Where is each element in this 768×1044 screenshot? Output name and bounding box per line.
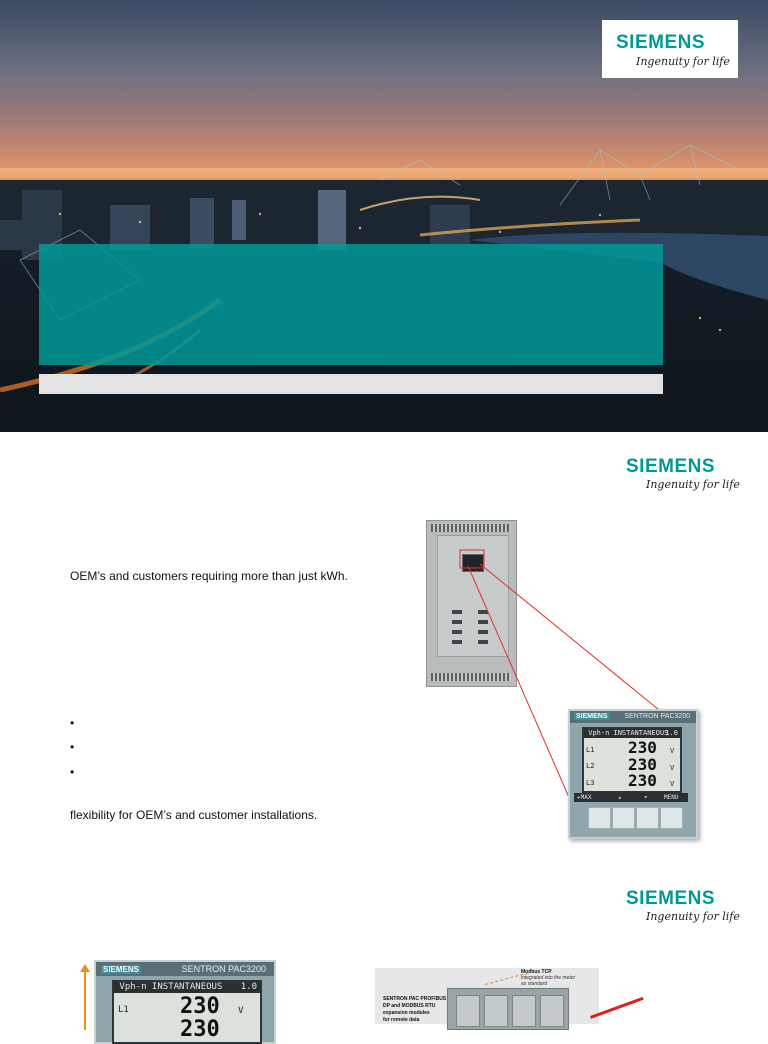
voltage-unit: V <box>238 1006 244 1016</box>
display-header: Vph-n INSTANTANEOUS <box>119 982 223 992</box>
meter-model-label: SENTRON PAC3200 <box>624 713 690 720</box>
module-note-title: Modbus TCP <box>521 969 552 975</box>
softkey-label: MENU <box>664 794 679 801</box>
softkey-label: ▸MAX <box>577 794 592 801</box>
siemens-logo <box>626 888 740 923</box>
meter-button <box>636 807 659 829</box>
module-note-line: integrated into the meter <box>521 975 576 981</box>
display-header: Vph-n INSTANTANEOUS <box>588 729 669 737</box>
voltage-unit: V <box>670 747 675 755</box>
meter-button <box>660 807 683 829</box>
voltage-value: 230 <box>628 738 657 757</box>
module-label-line: for remote data <box>383 1017 420 1023</box>
meter-display <box>112 980 262 1044</box>
bullet-point: • <box>70 740 75 754</box>
siemens-tagline: Ingenuity for life <box>646 910 740 923</box>
display-header-right: 1.0 <box>240 982 257 992</box>
voltage-unit: V <box>670 780 675 788</box>
siemens-tagline: Ingenuity for life <box>636 55 730 68</box>
meter-softkey-bar <box>574 793 688 802</box>
module-label-line: expansion modules <box>383 1010 430 1016</box>
meter-button <box>612 807 635 829</box>
power-meter-image <box>94 960 276 1044</box>
bullet-point: • <box>70 765 75 779</box>
softkey-label: ▾ <box>644 794 648 801</box>
siemens-tagline: Ingenuity for life <box>646 478 740 491</box>
voltage-value: 230 <box>628 755 657 774</box>
title-slide <box>0 0 768 432</box>
voltage-unit: V <box>670 764 675 772</box>
module-label-line: SENTRON PAC PROFIBUS <box>383 996 447 1002</box>
meter-button <box>588 807 611 829</box>
siemens-logo <box>602 20 738 78</box>
body-text-line: OEM’s and customers requiring more than just kWh. <box>70 569 348 583</box>
phase-label: L1 <box>118 1005 129 1015</box>
body-text-line: flexibility for OEM’s and customer installations. <box>70 808 318 822</box>
siemens-wordmark: SIEMENS <box>626 456 716 477</box>
module-note-line: as standard <box>521 981 548 987</box>
meter-brand-label: SIEMENS <box>576 713 608 720</box>
module-label-line: DP and MODBUS RTU <box>383 1003 436 1009</box>
voltage-value: 230 <box>180 1017 220 1042</box>
softkey-label: ▴ <box>618 794 622 801</box>
voltage-value: 230 <box>180 994 220 1019</box>
meter-brand-label: SIEMENS <box>103 965 140 974</box>
expansion-module-image <box>375 968 599 1024</box>
meter-display <box>582 727 682 793</box>
arrow-shaft <box>84 970 86 1030</box>
content-slide-2 <box>0 864 768 1042</box>
voltage-value: 230 <box>628 771 657 790</box>
title-placeholder-box <box>39 244 663 365</box>
display-header-right: 1.0 <box>665 729 678 737</box>
bullet-point: • <box>70 716 75 730</box>
siemens-wordmark: SIEMENS <box>626 888 716 909</box>
phase-label: L3 <box>586 779 595 787</box>
content-slide-1 <box>0 432 768 864</box>
subtitle-placeholder-bar <box>39 374 663 394</box>
phase-label: L2 <box>586 762 595 770</box>
power-meter-image <box>568 709 698 839</box>
phase-label: L1 <box>586 746 595 754</box>
meter-model-label: SENTRON PAC3200 <box>181 964 266 974</box>
module-device-icon <box>447 988 569 1030</box>
siemens-wordmark: SIEMENS <box>616 32 706 53</box>
